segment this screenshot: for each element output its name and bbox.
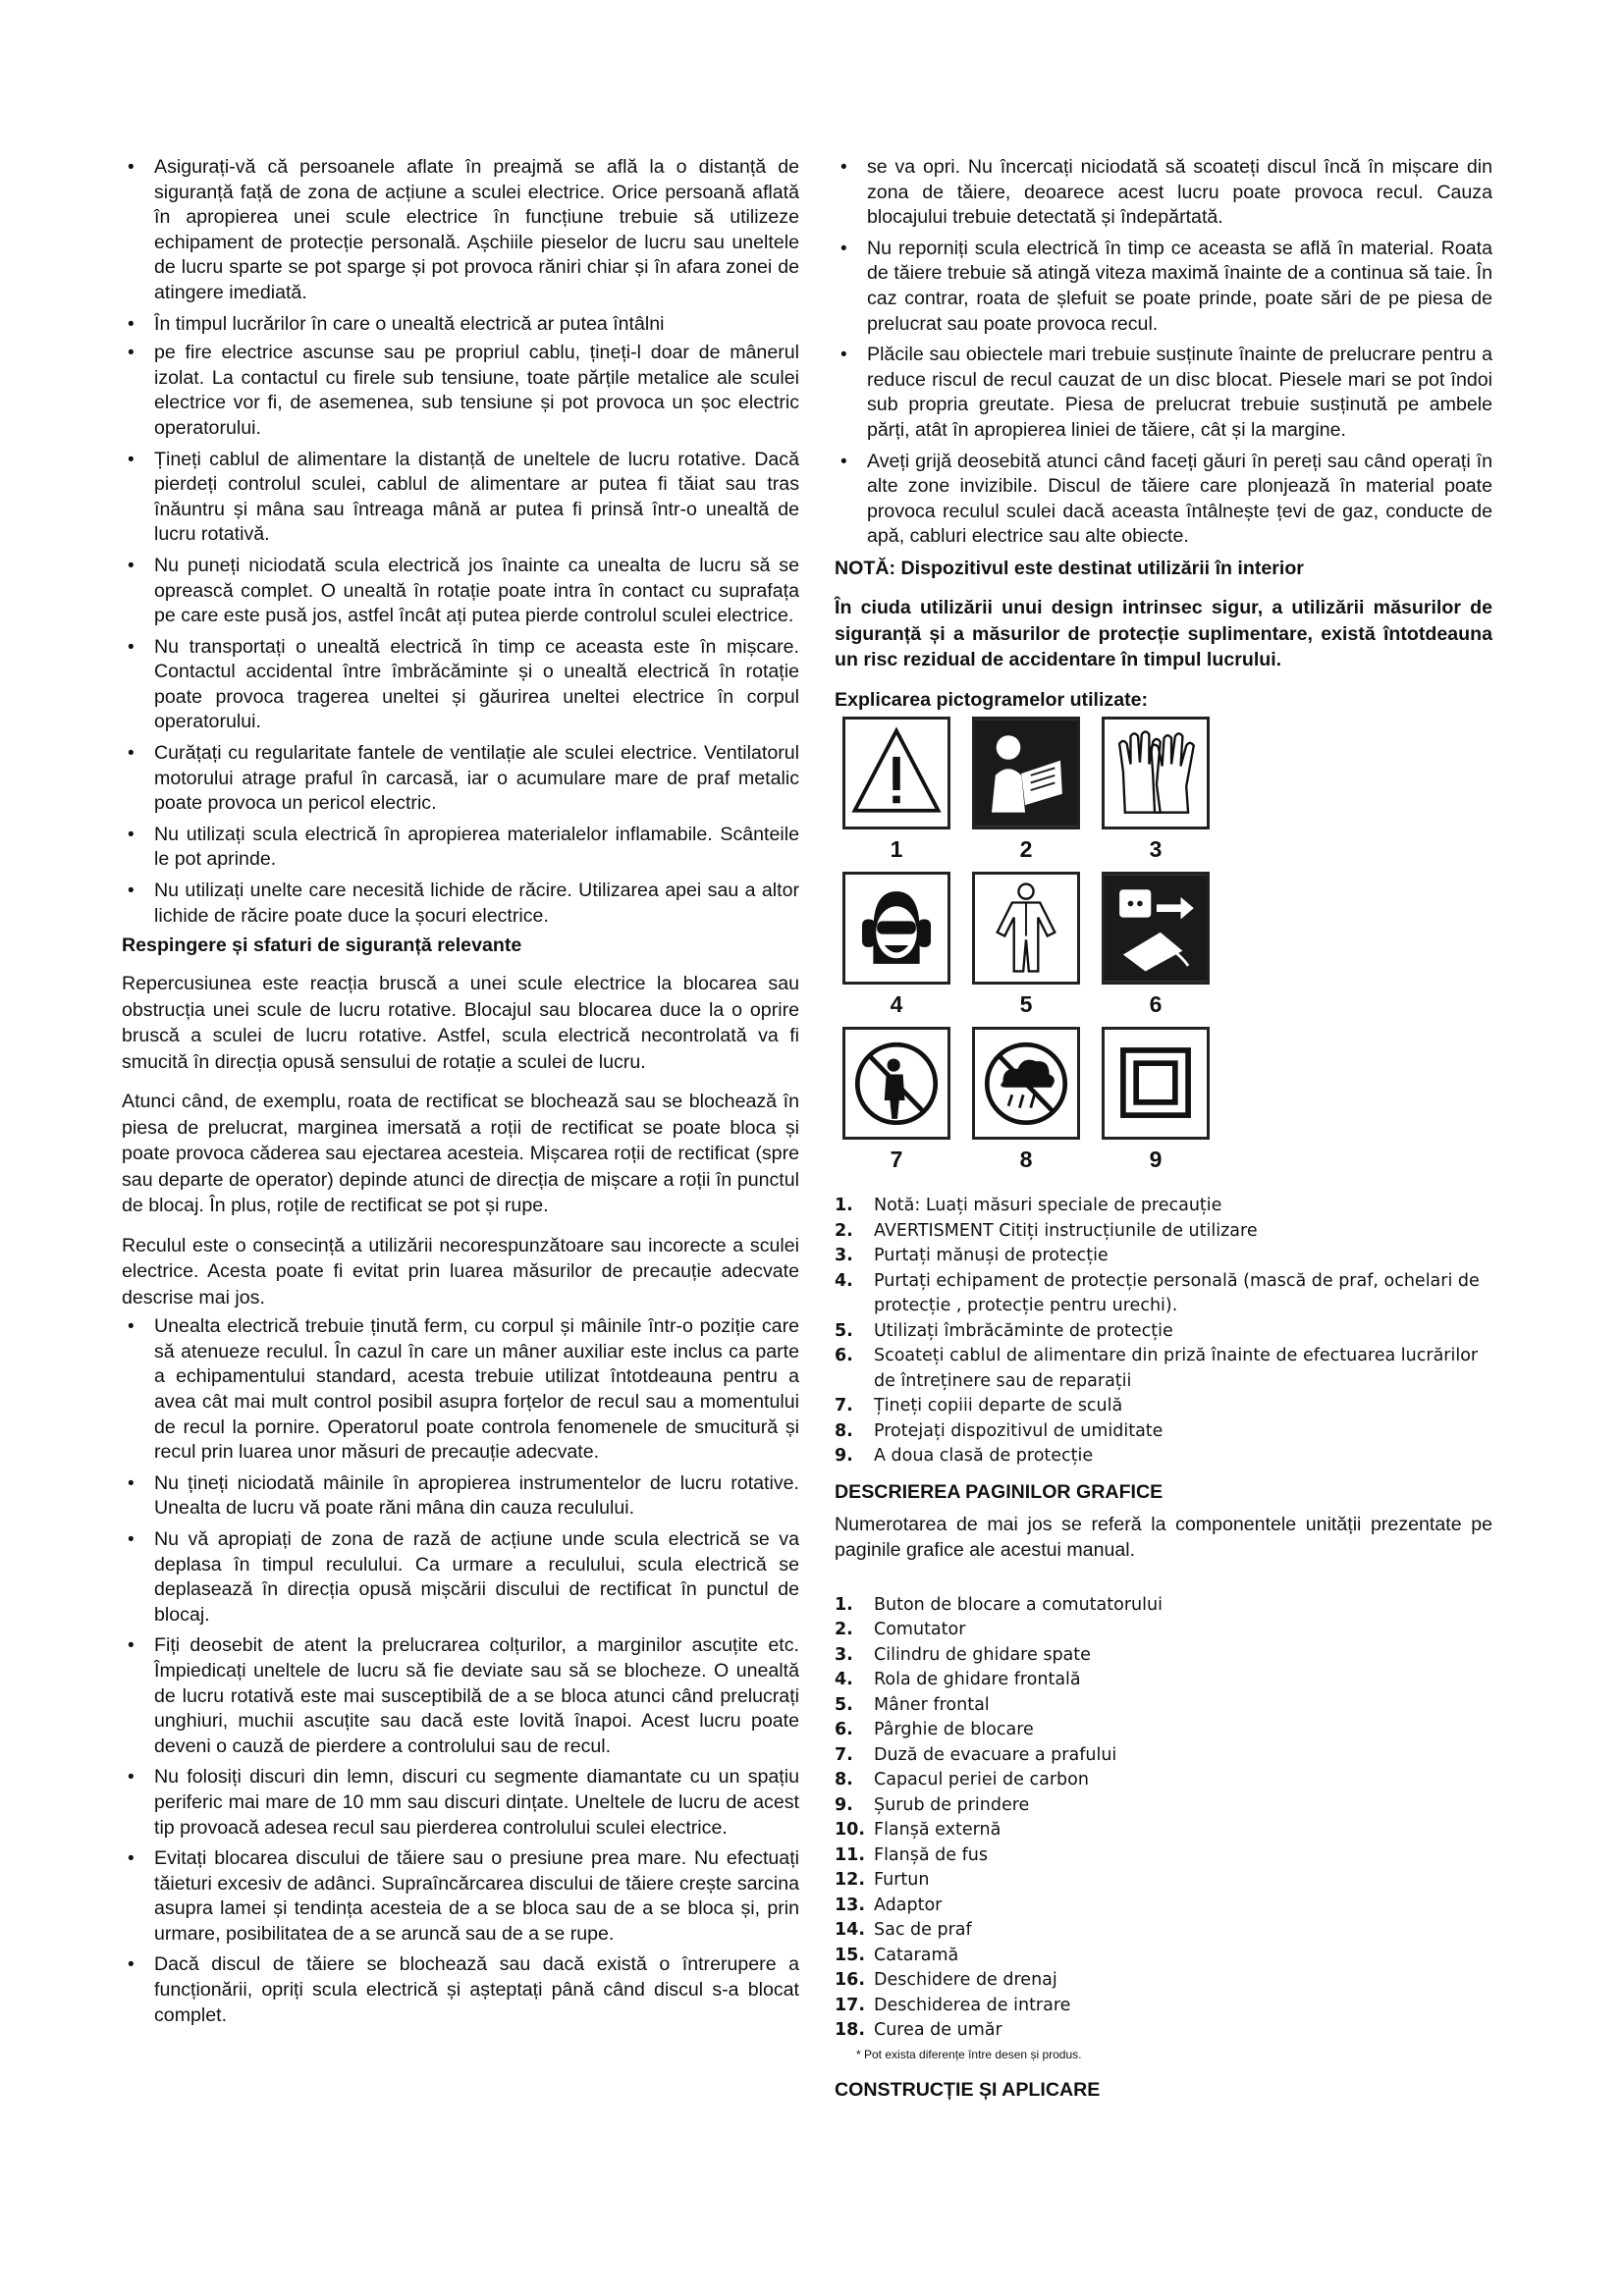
bullet-item: • Dacă discul de tăiere se blochează sau dacă există o întrerupere a funcționării, opriți scula electrică și așteptați până când discul s-a blocat complet.	[122, 1952, 799, 2028]
component-item: 10. Flanșă externă	[835, 1820, 1001, 1841]
bullet-item: • Aveți grijă deosebită atunci când faceți găuri în pereți sau când operați în alte zone invizibile. Discul de tăiere care plonjează în material poate provoca reculul sculei dacă aceasta întâlnește țevi de gaz, conducte de apă, cabluri electrice sau alte obiecte.	[835, 450, 1492, 550]
component-item: 5. Mâner frontal	[835, 1694, 990, 1715]
component-item: 13. Adaptor	[835, 1895, 943, 1915]
picto-number: 2	[1019, 836, 1033, 863]
bullet-item: • Nu folosiți discuri din lemn, discuri cu segmente diamantate cu un spațiu periferic mai mare de 10 mm sau discuri dințate. Uneltele de lucru de acest tip provoacă adesea recul sau pierderea controlului sculei electrice.	[122, 1765, 799, 1841]
bullet-item: • Nu vă apropiați de zona de rază de acțiune unde scula electrică se va deplasa în timpul reculului. Ca urmare a reculului, scula electrică se deplasează în direcția opusă mișcării discului de rectificat în punctul de blocaj.	[122, 1527, 799, 1628]
bullet-item: • Nu reporniți scula electrică în timp ce aceasta se află în material. Roata de tăiere trebuie să atingă viteza maximă înainte de a continua să taie. În caz contrar, roata de șlefuit se poate prinde, poate sări de pe piesa de prelucrat sau poate provoca recul.	[835, 237, 1492, 337]
read-manual-icon	[972, 717, 1080, 829]
residual-risk-note: În ciuda utilizării unui design intrinsec sigur, a utilizării măsurilor de siguranță și a măsurilor de protecție suplimentare, există întotdeauna un risc rezidual de accidentare în timpul lucrului.	[835, 597, 1492, 671]
bullet-item: • Plăcile sau obiectele mari trebuie susținute înainte de prelucrare pentru a reduce riscul de recul cauzat de un disc blocat. Piesele mari se pot îndoi sub propria greutate. Piesa de prelucrat trebuie susținută pe ambele părți, atât în apropierea liniei de tăiere, cât și la margine.	[835, 343, 1492, 443]
component-item: 16. Deschidere de drenaj	[835, 1970, 1057, 1991]
unplug-icon	[1102, 872, 1210, 985]
legend-item: 6. Scoateți cablul de alimentare din priză înainte de efectuarea lucrărilor de întreținere sau de reparații	[835, 1346, 1479, 1391]
bullet-item: • Nu utilizați unelte care necesită lichide de răcire. Utilizarea apei sau a altor lichide de răcire poate duce la șocuri electrice.	[122, 879, 799, 929]
component-item: 6. Pârghie de blocare	[835, 1720, 1034, 1740]
picto-number: 1	[890, 836, 903, 863]
paragraph: Reculul este o consecință a utilizării necorespunzătoare sau incorecte a sculei electrice. Acesta poate fi evitat prin luarea măsurilor de precauție adecvate descrise mai jos.	[122, 1234, 799, 1308]
component-item: 1. Buton de blocare a comutatorului	[835, 1594, 1163, 1615]
pictogram-legend	[835, 1194, 1492, 1469]
component-item: 17. Deschiderea de intrare	[835, 1995, 1071, 2015]
note-indoor-use: NOTĂ: Dispozitivul este destinat utilizării în interior	[835, 557, 1304, 579]
legend-item: 9. A doua clasă de protecție	[835, 1446, 1094, 1467]
bullet-item: • Nu transportați o unealtă electrică în timp ce aceasta este în mișcare. Contactul accidental între îmbrăcăminte și o unealtă electrică în rotație poate provoca tragerea uneltei și găurirea uneltei electrice în corpul operatorului.	[122, 635, 799, 735]
bullet-item: • Țineți cablul de alimentare la distanță de uneltele de lucru rotative. Dacă pierdeți controlul sculei, cablul de alimentare ar putea fi tăiat sau tras înăuntru și mâna sau întreaga mână ar putea fi prinsă într-o unealtă de lucru rotativă.	[122, 448, 799, 548]
bullet-item: • În timpul lucrărilor în care o unealtă electrică ar putea întâlni	[122, 312, 799, 338]
protective-clothing-icon	[972, 872, 1080, 985]
picto-number: 8	[1019, 1147, 1033, 1173]
bullet-item: • se va opri. Nu încercați niciodată să scoateți discul încă în mișcare din zona de tăiere, deoarece acest lucru poate provoca recul. Cauza blocajului trebuie detectată și îndepărtată.	[835, 155, 1492, 231]
legend-item: 3. Purtați mănuși de protecție	[835, 1246, 1109, 1266]
no-rain-icon	[972, 1027, 1080, 1140]
keep-children-away-icon	[842, 1027, 950, 1140]
legend-item: 4. Purtați echipament de protecție personală (mască de praf, ochelari de protecție , protecție pentru urechi).	[835, 1270, 1480, 1316]
component-item: 2. Comutator	[835, 1620, 966, 1640]
bullet-item: • Unealta electrică trebuie ținută ferm, cu corpul și mâinile într-o poziție care să atenueze reculul. În cazul în care un mâner auxiliar este inclus ca parte a echipamentului standard, acesta trebuie utilizat întotdeauna pentru a avea cât mai mult control posibil asupra forțelor de recul sau a momentului de recul la pornire. Operatorul poate controla fenomenele de smucitură și recul prin luarea unor măsuri de precauție adecvate.	[122, 1314, 799, 1466]
component-item: 12. Furtun	[835, 1870, 930, 1891]
picto-number: 4	[890, 991, 903, 1018]
picto-number: 5	[1019, 991, 1033, 1018]
bullet-item: • Curățați cu regularitate fantele de ventilație ale sculei electrice. Ventilatorul motorului atrage praful în carcasă, iar o acumulare mare de praf metalic poate provoca un pericol electric.	[122, 741, 799, 817]
bullet-item: • pe fire electrice ascunse sau pe propriul cablu, țineți-l doar de mânerul izolat. La contactul cu firele sub tensiune, toate părțile metalice ale sculei electrice vor fi, de asemenea, sub tensiune și pot provoca un șoc electric operatorului.	[122, 341, 799, 441]
warning-triangle-icon	[842, 717, 950, 829]
safety-bullets-right	[835, 155, 1492, 550]
component-list	[835, 1593, 1492, 2044]
legend-item: 2. AVERTISMENT Citiți instrucțiunile de utilizare	[835, 1220, 1258, 1241]
bullet-item: • Nu puneți niciodată scula electrică jos înainte ca unealta de lucru să se oprească complet. O unealtă în rotație poate intra în contact cu suprafața pe care este pusă jos, astfel încât ați putea pierde controlul sculei electrice.	[122, 554, 799, 629]
graphics-heading: DESCRIEREA PAGINILOR GRAFICE	[835, 1480, 1164, 1503]
picto-number: 3	[1149, 836, 1163, 863]
component-item: 9. Șurub de prindere	[835, 1794, 1030, 1815]
construction-heading: CONSTRUCȚIE ȘI APLICARE	[835, 2078, 1101, 2101]
component-item: 8. Capacul periei de carbon	[835, 1770, 1089, 1790]
left-column	[122, 155, 799, 2034]
legend-item: 8. Protejați dispozitivul de umiditate	[835, 1420, 1164, 1441]
class-ii-protection-icon	[1102, 1027, 1210, 1140]
drawing-footnote: * Pot exista diferențe între desen și produs.	[856, 2047, 1082, 2061]
gloves-icon	[1102, 717, 1210, 829]
bullet-item: • Nu utilizați scula electrică în apropierea materialelor inflamabile. Scânteile le pot aprinde.	[122, 823, 799, 873]
component-item: 14. Sac de praf	[835, 1920, 972, 1941]
picto-number: 6	[1149, 991, 1163, 1018]
safety-bullets-top	[122, 155, 799, 929]
component-item: 15. Cataramă	[835, 1945, 959, 1965]
component-item: 4. Rola de ghidare frontală	[835, 1670, 1081, 1690]
bullet-item: • Nu țineți niciodată mâinile în apropierea instrumentelor de lucru rotative. Unealta de lucru vă poate răni mâna din cauza reculului.	[122, 1471, 799, 1522]
picto-number: 7	[890, 1147, 903, 1173]
component-item: 18. Curea de umăr	[835, 2020, 1002, 2041]
legend-item: 1. Notă: Luați măsuri speciale de precauție	[835, 1196, 1222, 1216]
pictogram-grid	[842, 717, 1235, 1173]
bullet-item: • Asigurați-vă că persoanele aflate în preajmă se află la o distanță de siguranță față de zona de acțiune a sculei electrice. Orice persoană aflată în apropierea unei scule electrice în funcțiune trebuie să utilizeze echipament de protecție personală. Așchiile pieselor de lucru sau uneltele de lucru sparte se pot sparge și pot provoca răniri chiar și în afara zonei de atingere imediată.	[122, 155, 799, 306]
legend-item: 7. Țineți copiii departe de sculă	[835, 1396, 1123, 1416]
kickback-heading: Respingere și sfaturi de siguranță relevante	[122, 934, 522, 957]
paragraph: Atunci când, de exemplu, roata de rectificat se blochează sau se blochează în piesa de prelucrat, marginea imersată a roții de rectificat se poate bloca și poate provoca căderea sau ejectarea acesteia. Mișcarea roții de rectificat (spre sau departe de operator) depinde atunci de direcția de mișcare a roții în punctul de blocaj. În plus, roțile de rectificat se pot și rupe.	[122, 1091, 799, 1217]
paragraph: Repercusiunea este reacția bruscă a unei scule electrice la blocarea sau obstrucția unei scule de lucru rotative. Blocajul sau blocarea duce la o oprire bruscă a sculei de lucru rotative. Astfel, scula electrică necontrolată va fi smucită în direcția opusă sensului de rotație a sculei de lucru.	[122, 973, 799, 1073]
component-item: 7. Duză de evacuare a prafului	[835, 1744, 1117, 1765]
ppe-face-icon	[842, 872, 950, 985]
picto-number: 9	[1149, 1147, 1163, 1173]
component-item: 3. Cilindru de ghidare spate	[835, 1644, 1091, 1665]
bullet-item: • Fiți deosebit de atent la prelucrarea colțurilor, a marginilor ascuțite etc. Împiedicați uneltele de lucru să fie deviate sau să se blocheze. O unealtă de lucru rotativă este mai susceptibilă de a se bloca atunci când prelucrați unghiuri, muchii ascuțite sau dacă este lovită înapoi. Acest lucru poate deveni o cauză de pierdere a controlului sau de recul.	[122, 1633, 799, 1759]
pictogram-heading: Explicarea pictogramelor utilizate:	[835, 688, 1149, 711]
legend-item: 5. Utilizați îmbrăcăminte de protecție	[835, 1320, 1173, 1341]
component-item: 11. Flanșă de fus	[835, 1844, 988, 1865]
bullet-item: • Evitați blocarea discului de tăiere sau o presiune prea mare. Nu efectuați tăieturi excesiv de adânci. Supraîncărcarea discului de tăiere crește sarcina asupra lamei și tendința acesteia de a se bloca sau de a se bloca și, prin urmare, posibilitatea de a se aruncă sau de a se rupe.	[122, 1846, 799, 1947]
right-column	[835, 155, 1492, 2115]
safety-bullets-bottom	[122, 1314, 799, 2028]
graphics-intro: Numerotarea de mai jos se referă la componentele unității prezentate pe paginile grafice ale acestui manual.	[835, 1513, 1492, 1562]
